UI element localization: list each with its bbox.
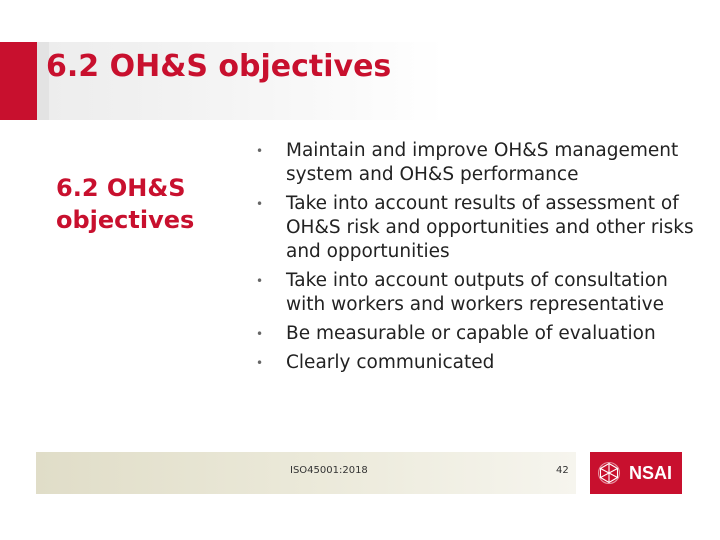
- nsai-logo: [590, 452, 682, 494]
- list-item: [256, 269, 706, 317]
- slide-title: 6.2 OH&S objectives: [46, 49, 392, 84]
- bullet-text: Maintain and improve OH&S management system and OH&S performance: [286, 140, 679, 185]
- bullet-text: Take into account outputs of consultation with workers and workers representative: [286, 270, 668, 315]
- bullet-icon: •: [256, 356, 264, 370]
- bullet-icon: •: [256, 274, 264, 288]
- page-number: 42: [556, 465, 569, 476]
- bullet-text: Be measurable or capable of evaluation: [286, 323, 656, 344]
- bullet-icon: •: [256, 197, 264, 211]
- logo-text: NSAI: [629, 463, 673, 483]
- list-item: [256, 322, 706, 346]
- side-heading: 6.2 OH&S objectives: [56, 174, 195, 234]
- bullet-icon: •: [256, 327, 264, 341]
- bullet-icon: •: [256, 144, 264, 158]
- bullet-text: Take into account results of assessment of OH&S risk and opportunities and other risks and opportunities: [286, 193, 694, 262]
- list-item: [256, 351, 706, 375]
- bullet-list: [256, 139, 706, 380]
- footer-reference: ISO45001:2018: [290, 465, 368, 476]
- list-item: [256, 192, 706, 264]
- bullet-text: Clearly communicated: [286, 352, 495, 373]
- list-item: [256, 139, 706, 187]
- title-accent-bar: [0, 42, 37, 120]
- nsai-logo-icon: [597, 461, 621, 485]
